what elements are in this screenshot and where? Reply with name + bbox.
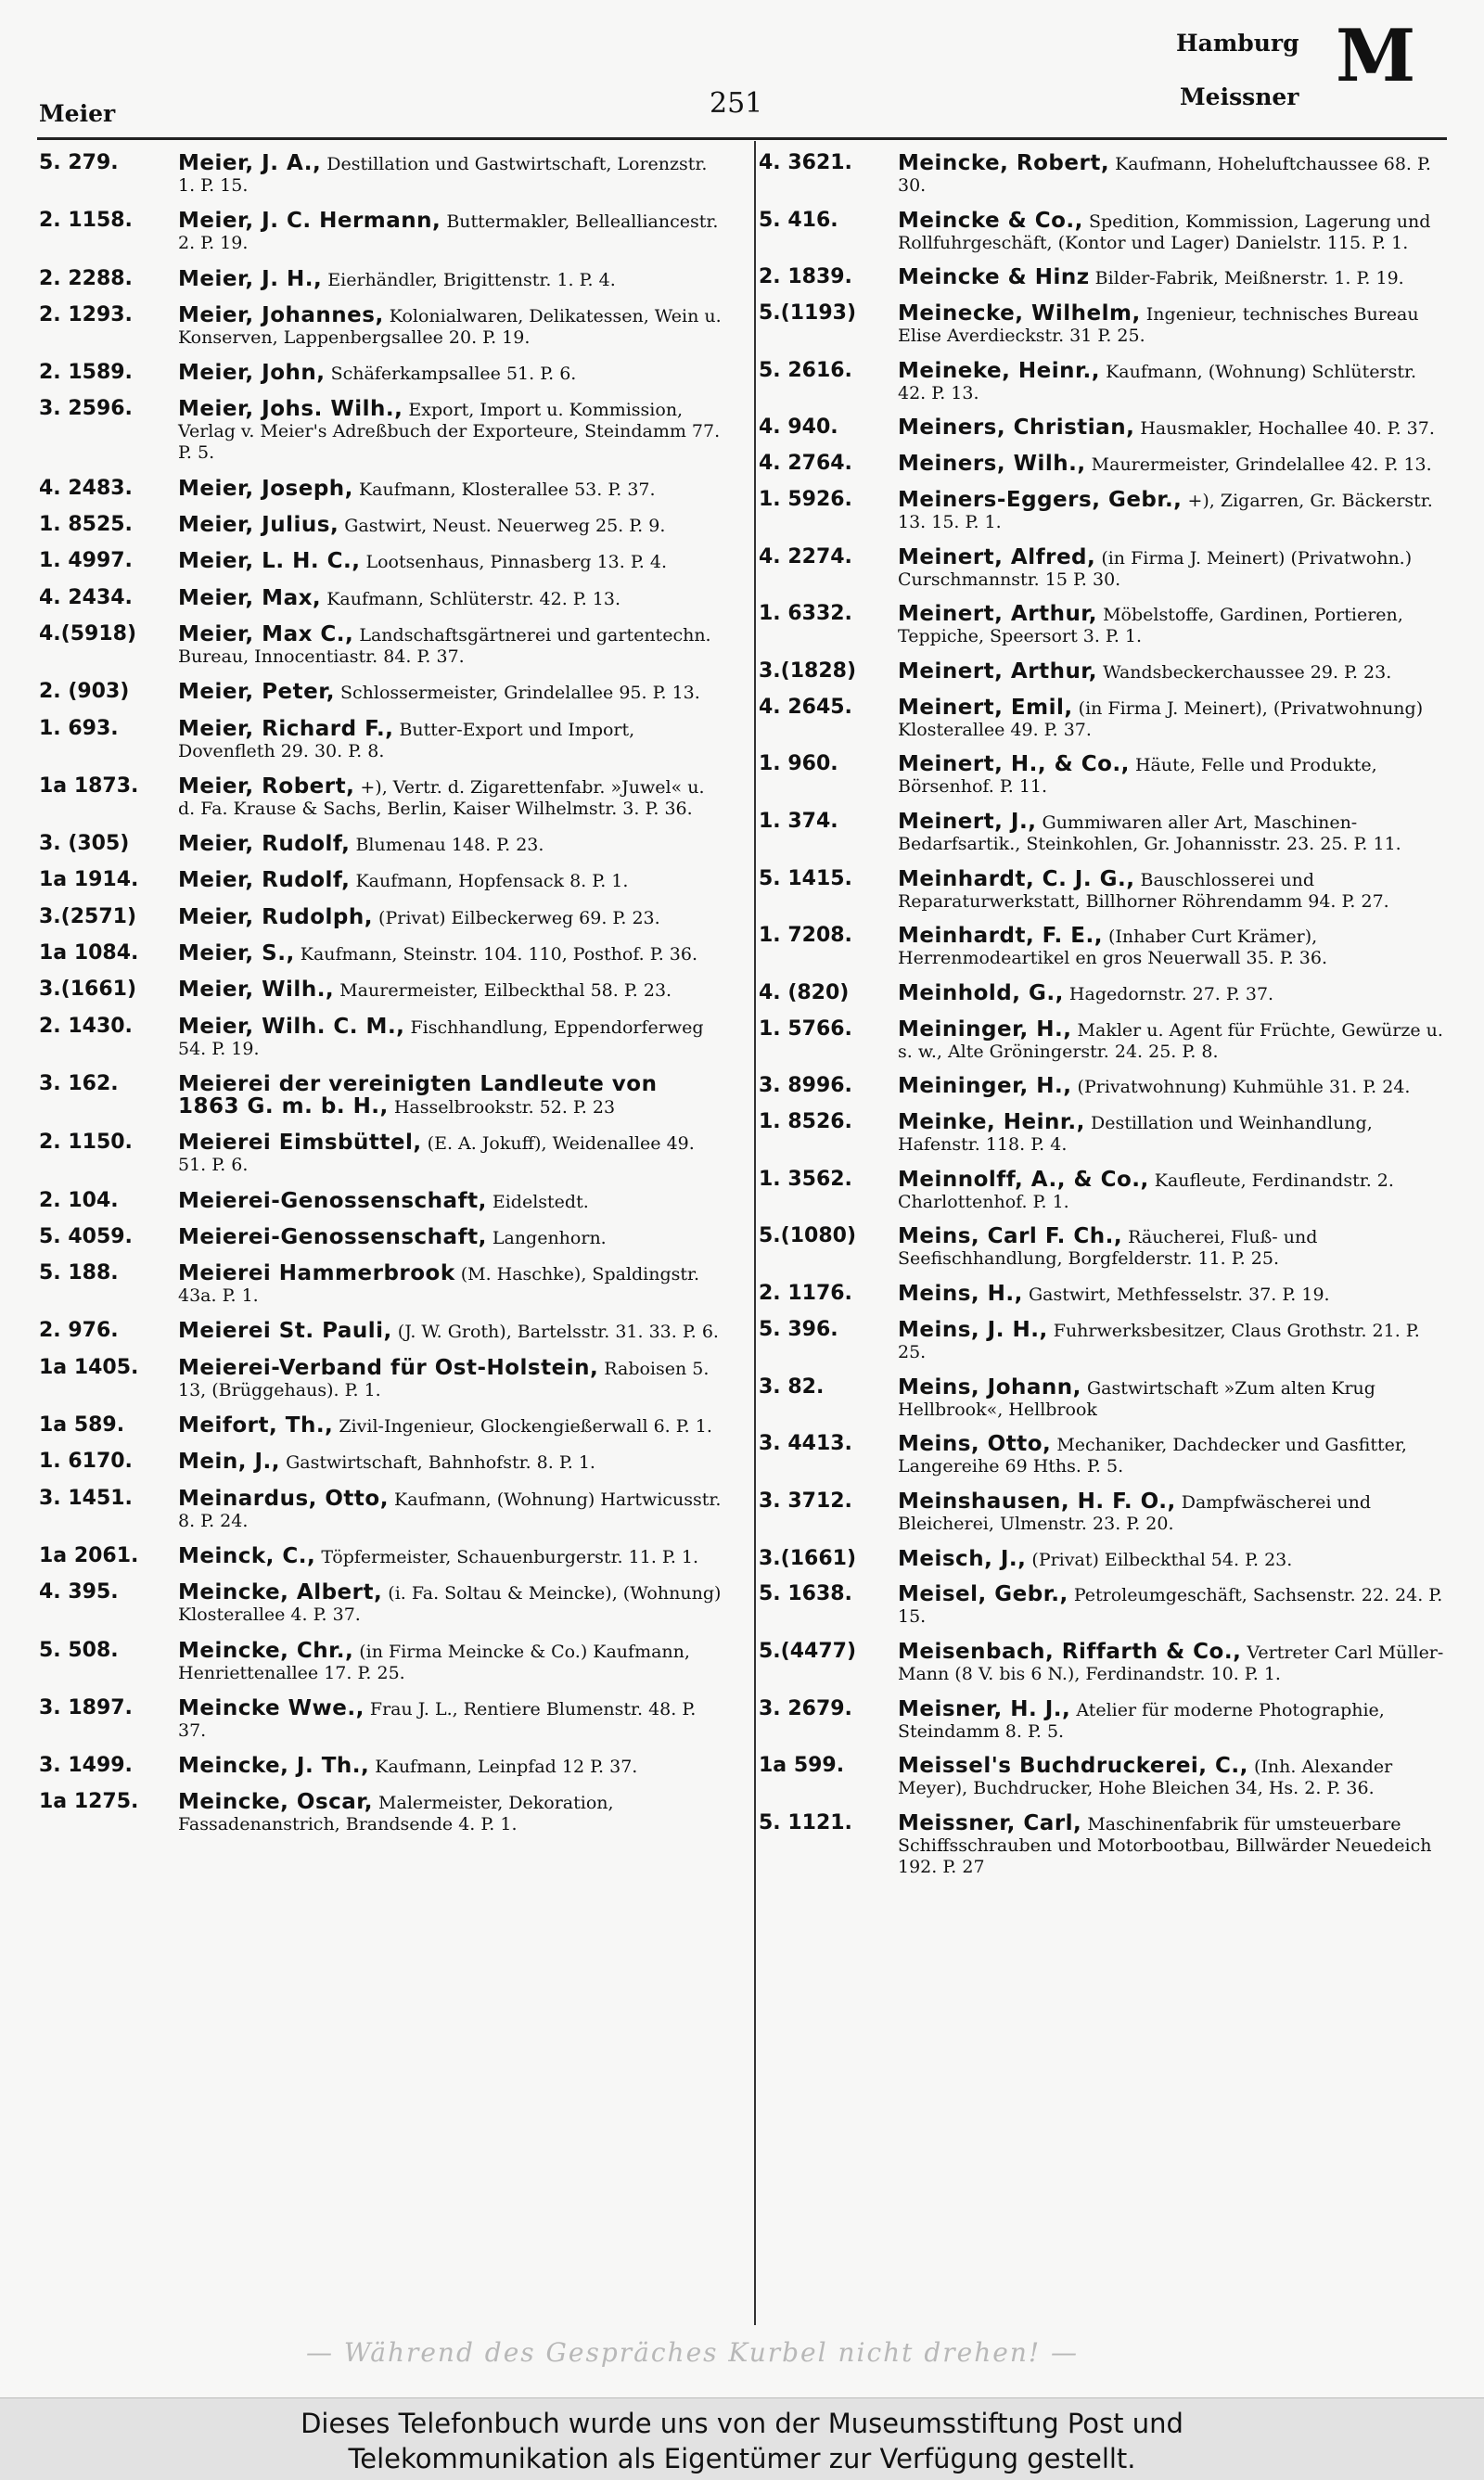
subscriber-details: Kaufmann, Schlüterstr. 42. P. 13. <box>326 588 621 609</box>
subscriber-name: Meier, Max C., <box>178 621 354 646</box>
subscriber-name: Meincke, Albert, <box>178 1580 383 1605</box>
directory-entry <box>39 153 725 197</box>
phone-number: 5. 1121. <box>759 1811 852 1834</box>
right-column <box>759 153 1445 1892</box>
phone-number: 3.(1661) <box>759 1546 857 1570</box>
subscriber-details: Kaufleute, Ferdinandstr. 2. Charlottenhof. P. 1. <box>898 1170 1394 1212</box>
subscriber-name: Meininger, H., <box>898 1016 1072 1042</box>
subscriber-name: Meiners, Wilh., <box>898 452 1086 477</box>
phone-number: 4.(5918) <box>39 621 137 646</box>
subscriber-details: Raboisen 5. 13, (Brüggehaus). P. 1. <box>178 1358 710 1400</box>
phone-number: 3. 82. <box>759 1374 825 1399</box>
phone-number: 3. 2679. <box>759 1696 852 1720</box>
subscriber-details: Schäferkampsallee 51. P. 6. <box>330 364 577 385</box>
phone-number: 3. 2596. <box>39 397 133 421</box>
directory-entry <box>759 153 1445 197</box>
subscriber-name: Meinert, J., <box>898 809 1037 834</box>
phone-number: 2. 1158. <box>39 209 133 233</box>
subscriber-name: Meinert, Emil, <box>898 695 1073 720</box>
subscriber-name: Meier, Max, <box>178 585 322 610</box>
phone-number: 4. 2274. <box>759 544 852 569</box>
subscriber-details: Kaufmann, Hoheluftchaussee 68. P. 30. <box>898 154 1431 196</box>
directory-entry <box>759 358 1445 404</box>
subscriber-name: Meier, L. H. C., <box>178 549 361 574</box>
subscriber-details: (in Firma Meincke & Co.) Kaufmann, Henriettenallee 17. P. 25. <box>178 1641 690 1683</box>
phone-number: 2. 2288. <box>39 266 133 290</box>
directory-entry <box>759 303 1445 347</box>
directory-entry <box>759 454 1445 476</box>
subscriber-details: (M. Haschke), Spaldingstr. 43a. P. 1. <box>178 1264 700 1307</box>
subscriber-details: Maurermeister, Grindelallee 42. P. 13. <box>1091 454 1432 476</box>
directory-entry <box>39 1543 725 1568</box>
subscriber-name: Meineke, Heinr., <box>898 358 1101 383</box>
subscriber-details: Lootsenhaus, Pinnasberg 13. P. 4. <box>365 552 667 573</box>
phone-number: 1a 1405. <box>39 1355 139 1379</box>
directory-entry <box>39 1071 725 1119</box>
subscriber-details: Bauschlosserei und Reparaturwerkstatt, Billhorner Röhrendamm 94. P. 27. <box>898 869 1389 912</box>
subscriber-name: Meisch, J., <box>898 1546 1027 1571</box>
subscriber-details: Gastwirtschaft »Zum alten Krug Hellbrook«, Hellbrook <box>898 1377 1375 1420</box>
subscriber-name: Meincke Wwe., <box>178 1695 365 1720</box>
phone-number: 3. 4413. <box>759 1432 852 1456</box>
directory-entry <box>759 1546 1445 1571</box>
phone-number: 3. 1451. <box>39 1486 133 1510</box>
subscriber-name: Meins, Johann, <box>898 1374 1081 1400</box>
subscriber-details: (Inhaber Curt Krämer), Herrenmodeartikel en gros Neuerwall 35. P. 36. <box>898 927 1328 969</box>
directory-entry <box>39 1224 725 1249</box>
subscriber-name: Meinert, H., & Co., <box>898 752 1130 777</box>
directory-entry <box>39 585 725 610</box>
subscriber-details: Zivil-Ingenieur, Glockengießerwall 6. P. 1. <box>339 1416 712 1438</box>
subscriber-name: Meier, Joseph, <box>178 476 353 501</box>
subscriber-name: Meier, J. A., <box>178 151 322 175</box>
phone-number: 1a 2061. <box>39 1543 139 1567</box>
directory-entry <box>759 1284 1445 1306</box>
phone-number: 3. 1499. <box>39 1754 133 1778</box>
subscriber-details: Hagedornstr. 27. P. 37. <box>1068 984 1274 1004</box>
directory-entry <box>39 1451 725 1474</box>
subscriber-details: Wandsbeckerchaussee 29. P. 23. <box>1103 661 1392 683</box>
subscriber-name: Meierei der vereinigten Landleute von 1863 G. m. b. H., <box>178 1071 658 1119</box>
subscriber-name: Meinhardt, C. J. G., <box>898 866 1135 891</box>
phone-number: 1a 599. <box>759 1754 845 1778</box>
directory-entry <box>759 208 1445 254</box>
subscriber-name: Meincke & Hinz <box>898 265 1090 290</box>
directory-entry <box>759 267 1445 289</box>
subscriber-name: Meinert, Arthur, <box>898 658 1098 684</box>
directory-entry <box>39 515 725 537</box>
subscriber-name: Meinhardt, F. E., <box>898 924 1103 949</box>
directory-entry <box>39 773 725 820</box>
section-letter: M <box>1336 14 1416 98</box>
subscriber-name: Meincke, J. Th., <box>178 1754 370 1779</box>
phone-number: 3.(2571) <box>39 904 137 928</box>
directory-entry <box>39 1263 725 1307</box>
subscriber-details: Gastwirtschaft, Bahnhofstr. 8. P. 1. <box>286 1452 595 1474</box>
subscriber-details: (in Firma J. Meinert), (Privatwohnung) Klosterallee 49. P. 37. <box>898 697 1424 740</box>
subscriber-details: Kaufmann, Klosterallee 53. P. 37. <box>358 479 656 500</box>
phone-number: 1. 5926. <box>759 487 852 511</box>
subscriber-name: Meincke & Co., <box>898 208 1083 233</box>
directory-entry <box>759 754 1445 798</box>
subscriber-details: Kaufmann, Leinpfad 12 P. 37. <box>375 1757 638 1778</box>
header-left-keyword: Meier <box>39 100 116 127</box>
subscriber-name: Meiners-Eggers, Gebr., <box>898 487 1183 512</box>
directory-entry <box>39 621 725 668</box>
phone-number: 5. 279. <box>39 151 119 174</box>
subscriber-name: Meierei Eimsbüttel, <box>178 1131 422 1156</box>
phone-number: 1. 4997. <box>39 549 133 573</box>
phone-number: 1. 374. <box>759 809 838 833</box>
subscriber-details: +), Zigarren, Gr. Bäckerstr. 13. 15. P. 1. <box>898 490 1433 532</box>
directory-entry <box>759 658 1445 684</box>
directory-entry <box>39 1132 725 1176</box>
directory-entry <box>759 1076 1445 1098</box>
directory-entry <box>759 1434 1445 1477</box>
subscriber-details: +), Vertr. d. Zigarettenfabr. »Juwel« u. d. Fa. Krause & Sachs, Berlin, Kaiser Wilhelmstr. 3. P. 36. <box>178 776 705 819</box>
subscriber-name: Meinecke, Wilhelm, <box>898 301 1141 326</box>
subscriber-details: Häute, Felle und Produkte, Börsenhof. P. 11. <box>898 755 1377 798</box>
subscriber-details: (in Firma J. Meinert) (Privatwohn.) Curschmannstr. 15 P. 30. <box>898 547 1413 590</box>
phone-number: 1. 5766. <box>759 1016 852 1041</box>
phone-number: 2. 104. <box>39 1188 119 1212</box>
subscriber-name: Meier, Robert, <box>178 773 355 799</box>
directory-entry <box>39 1582 725 1626</box>
phone-number: 2. 1176. <box>759 1282 852 1306</box>
directory-entry <box>39 682 725 704</box>
phone-number: 2. 1589. <box>39 361 133 385</box>
subscriber-details: Langenhorn. <box>492 1227 607 1248</box>
subscriber-name: Meier, Julius, <box>178 513 339 538</box>
directory-entry <box>39 476 725 501</box>
subscriber-name: Meier, Wilh. C. M., <box>178 1014 405 1039</box>
subscriber-name: Meierei-Verband für Ost-Holstein, <box>178 1355 599 1380</box>
subscriber-name: Meinke, Heinr., <box>898 1110 1085 1135</box>
subscriber-details: Blumenau 148. P. 23. <box>355 835 544 856</box>
phone-number: 1a 589. <box>39 1413 125 1438</box>
subscriber-details: (Privatwohnung) Kuhmühle 31. P. 24. <box>1077 1077 1411 1098</box>
subscriber-details: Gummiwaren aller Art, Maschinen-Bedarfsartik., Steinkohlen, Gr. Johannisstr. 23. 25. P. 11. <box>898 812 1401 854</box>
subscriber-details: (Privat) Eilbeckthal 54. P. 23. <box>1031 1549 1293 1570</box>
directory-entry <box>39 716 725 762</box>
subscriber-details: Vertreter Carl Müller-Mann (8 V. bis 6 N.), Ferdinandstr. 10. P. 1. <box>898 1642 1444 1684</box>
phone-number: 1a 1873. <box>39 773 139 798</box>
subscriber-name: Meininger, H., <box>898 1074 1072 1099</box>
subscriber-name: Meier, Peter, <box>178 680 335 705</box>
directory-entry <box>759 1317 1445 1363</box>
subscriber-name: Meins, H., <box>898 1282 1023 1307</box>
phone-number: 4. 940. <box>759 415 838 440</box>
phone-number: 1. 8526. <box>759 1110 852 1134</box>
phone-number: 2. (903) <box>39 680 130 704</box>
directory-entry <box>759 866 1445 913</box>
subscriber-name: Meierei-Genossenschaft, <box>178 1224 487 1249</box>
subscriber-details: (Privat) Eilbeckerweg 69. P. 23. <box>378 907 660 928</box>
directory-entry <box>39 834 725 856</box>
phone-number: 1. 7208. <box>759 924 852 948</box>
subscriber-details: Kaufmann, (Wohnung) Hartwicusstr. 8. P. 24. <box>178 1489 722 1531</box>
subscriber-details: Landschaftsgärtnerei und gartentechn. Bureau, Innocentiastr. 84. P. 37. <box>178 624 711 667</box>
subscriber-details: (i. Fa. Soltau & Meincke), (Wohnung) Klosterallee 4. P. 37. <box>178 1583 722 1626</box>
phone-number: 5. 188. <box>39 1261 119 1285</box>
subscriber-details: Kolonialwaren, Delikatessen, Wein u. Konserven, Lappenbergsallee 20. P. 19. <box>178 305 722 348</box>
subscriber-name: Meiners, Christian, <box>898 415 1135 441</box>
subscriber-name: Meisner, H. J., <box>898 1696 1071 1721</box>
phone-number: 1. 6170. <box>39 1450 133 1474</box>
attribution-banner <box>0 2397 1484 2480</box>
directory-entry <box>39 1695 725 1742</box>
subscriber-name: Meier, Rudolf, <box>178 832 351 857</box>
subscriber-details: Butter-Export und Import, Dovenfleth 29. 30. P. 8. <box>178 719 635 761</box>
directory-entry <box>759 1016 1445 1063</box>
phone-number: 3. 1897. <box>39 1695 133 1719</box>
subscriber-name: Meisel, Gebr., <box>898 1582 1068 1607</box>
subscriber-details: Kaufmann, Hopfensack 8. P. 1. <box>355 871 629 892</box>
subscriber-name: Meincke, Robert, <box>898 151 1110 175</box>
phone-number: 3.(1828) <box>759 658 857 683</box>
subscriber-name: Meifort, Th., <box>178 1413 334 1438</box>
phone-number: 5. 416. <box>759 208 838 232</box>
directory-entry <box>759 1374 1445 1421</box>
phone-number: 4. 395. <box>39 1580 119 1604</box>
subscriber-details: Petroleumgeschäft, Sachsenstr. 22. 24. P. 15. <box>898 1585 1443 1628</box>
subscriber-details: Bilder-Fabrik, Meißnerstr. 1. P. 19. <box>1094 268 1404 289</box>
subscriber-details: Kaufmann, Steinstr. 104. 110, Posthof. P. 36. <box>300 944 697 965</box>
phone-number: 4. 2764. <box>759 452 852 476</box>
directory-entry <box>759 1584 1445 1628</box>
phone-number: 4. (820) <box>759 981 850 1004</box>
header-city: Hamburg <box>1176 30 1299 57</box>
phone-number: 2. 976. <box>39 1319 119 1343</box>
phone-number: 1. 3562. <box>759 1167 852 1191</box>
phone-number: 5. 2616. <box>759 358 852 382</box>
subscriber-name: Meinert, Arthur, <box>898 602 1098 627</box>
phone-number: 4. 2645. <box>759 695 852 719</box>
directory-entry <box>39 943 725 965</box>
subscriber-name: Meier, S., <box>178 941 295 966</box>
subscriber-name: Meier, Rudolf, <box>178 868 351 893</box>
directory-entry <box>759 1112 1445 1156</box>
phone-number: 1a 1914. <box>39 868 139 892</box>
phone-number: 1a 1275. <box>39 1790 139 1814</box>
subscriber-details: Hasselbrookstr. 52. P. 23 <box>393 1096 616 1118</box>
directory-entry <box>759 926 1445 969</box>
directory-entry <box>759 487 1445 533</box>
phone-number: 4. 3621. <box>759 151 852 174</box>
subscriber-name: Meier, Richard F., <box>178 716 394 741</box>
directory-entry <box>39 302 725 349</box>
subscriber-name: Meissel's Buchdruckerei, C., <box>898 1754 1248 1779</box>
directory-entry <box>39 1016 725 1060</box>
directory-entry <box>39 979 725 1002</box>
phone-number: 3. 8996. <box>759 1074 852 1098</box>
phone-number: 2. 1293. <box>39 302 133 326</box>
directory-entry <box>39 551 725 573</box>
subscriber-details: Export, Import u. Kommission, Verlag v. Meier's Adreßbuch der Exporteure, Steindamm 77. P. 5. <box>178 400 721 464</box>
phone-number: 5. 508. <box>39 1638 119 1662</box>
subscriber-name: Meisenbach, Riffarth & Co., <box>898 1639 1242 1664</box>
directory-entry <box>759 1491 1445 1535</box>
directory-entry <box>39 266 725 291</box>
phone-number: 2. 1150. <box>39 1131 133 1155</box>
subscriber-details: Kaufmann, (Wohnung) Schlüterstr. 42. P. 13. <box>898 361 1416 403</box>
directory-entry <box>759 1226 1445 1270</box>
subscriber-details: Dampfwäscherei und Bleicherei, Ulmenstr. 23. P. 20. <box>898 1491 1372 1534</box>
subscriber-name: Mein, J., <box>178 1450 281 1475</box>
directory-entry <box>39 363 725 385</box>
subscriber-name: Meinardus, Otto, <box>178 1486 389 1511</box>
subscriber-name: Meins, J. H., <box>898 1317 1048 1342</box>
directory-entry <box>39 211 725 254</box>
subscriber-details: Eierhändler, Brigittenstr. 1. P. 4. <box>327 269 616 290</box>
phone-number: 2. 1430. <box>39 1014 133 1038</box>
subscriber-details: (E. A. Jokuff), Weidenallee 49. 51. P. 6. <box>178 1133 695 1176</box>
subscriber-name: Meinshausen, H. F. O., <box>898 1489 1176 1514</box>
phone-number: 3. 3712. <box>759 1489 852 1513</box>
subscriber-details: Schlossermeister, Grindelallee 95. P. 13. <box>339 683 700 704</box>
subscriber-details: Töpfermeister, Schauenburgerstr. 11. P. 1. <box>321 1546 699 1567</box>
phone-number: 1. 6332. <box>759 602 852 626</box>
directory-entry <box>759 417 1445 440</box>
left-column <box>39 153 725 1850</box>
phone-number: 3. 162. <box>39 1071 119 1095</box>
subscriber-name: Meierei Hammerbrook <box>178 1261 455 1286</box>
subscriber-details: Räucherei, Fluß- und Seefischhandlung, Borgfelderstr. 11. P. 25. <box>898 1227 1318 1270</box>
phone-number: 3.(1661) <box>39 978 137 1002</box>
directory-entry <box>759 1813 1445 1878</box>
directory-entry <box>39 1792 725 1835</box>
directory-entry <box>39 399 725 464</box>
directory-entry <box>39 870 725 892</box>
phone-number: 5.(4477) <box>759 1639 857 1663</box>
phone-number: 5. 396. <box>759 1317 838 1341</box>
phone-number: 2. 1839. <box>759 265 852 289</box>
subscriber-details: Malermeister, Dekoration, Fassadenanstrich, Brandsende 4. P. 1. <box>178 1793 614 1835</box>
directory-entry <box>39 1188 725 1213</box>
subscriber-name: Meier, J. H., <box>178 266 323 291</box>
directory-entry <box>39 1321 725 1343</box>
directory-entry <box>39 904 725 929</box>
subscriber-name: Meinert, Alfred, <box>898 544 1096 569</box>
subscriber-details: Makler u. Agent für Früchte, Gewürze u. s. w., Alte Gröningerstr. 24. 25. P. 8. <box>898 1019 1443 1062</box>
subscriber-name: Meier, Johs. Wilh., <box>178 397 403 422</box>
subscriber-details: Mechaniker, Dachdecker und Gasfitter, Langereihe 69 Hths. P. 5. <box>898 1435 1407 1477</box>
subscriber-details: Spedition, Kommission, Lagerung und Rollfuhrgeschäft, (Kontor und Lager) Danielstr. 115. P. 1. <box>898 211 1431 253</box>
subscriber-name: Meinnolff, A., & Co., <box>898 1167 1149 1192</box>
phone-number: 5. 1638. <box>759 1582 852 1606</box>
phone-number: 5. 4059. <box>39 1224 133 1248</box>
subscriber-name: Meins, Carl F. Ch., <box>898 1224 1123 1249</box>
page-number: 251 <box>710 87 763 120</box>
phone-number: 1a 1084. <box>39 941 139 965</box>
subscriber-details: (J. W. Groth), Bartelsstr. 31. 33. P. 6. <box>397 1322 719 1343</box>
subscriber-details: Hausmakler, Hochallee 40. P. 37. <box>1140 418 1435 440</box>
attribution-text: Dieses Telefonbuch wurde uns von der Museumsstiftung Post und Telekommunikation als Eigentümer zur Verfügung gestellt. <box>301 2408 1183 2474</box>
phone-number: 3. (305) <box>39 832 130 856</box>
directory-entry <box>759 1167 1445 1213</box>
footer-notice: — Während des Gespräches Kurbel nicht drehen! — <box>306 2337 1080 2368</box>
directory-entry <box>759 1696 1445 1743</box>
subscriber-details: Buttermakler, Bellealliancestr. 2. P. 19. <box>178 211 719 254</box>
subscriber-name: Meier, John, <box>178 361 326 386</box>
subscriber-details: Fischhandlung, Eppendorferweg 54. P. 19. <box>178 1016 704 1059</box>
subscriber-details: Eidelstedt. <box>492 1191 589 1212</box>
subscriber-details: Atelier für moderne Photographie, Steindamm 8. P. 5. <box>898 1699 1385 1742</box>
phone-number: 4. 2434. <box>39 585 133 609</box>
directory-entry <box>759 604 1445 647</box>
subscriber-details: Ingenieur, technisches Bureau Elise Averdieckstr. 31 P. 25. <box>898 304 1419 347</box>
subscriber-name: Meincke, Chr., <box>178 1638 354 1663</box>
subscriber-name: Meinhold, G., <box>898 981 1064 1005</box>
header-right-keyword: Meissner <box>1180 83 1299 110</box>
phone-number: 4. 2483. <box>39 476 133 500</box>
subscriber-name: Meincke, Oscar, <box>178 1790 373 1815</box>
phone-number: 5.(1193) <box>759 301 857 326</box>
directory-entry <box>759 544 1445 591</box>
directory-entry <box>759 1639 1445 1685</box>
directory-entry <box>759 809 1445 855</box>
directory-entry <box>759 1756 1445 1799</box>
subscriber-name: Meier, Wilh., <box>178 978 335 1003</box>
subscriber-details: Frau J. L., Rentiere Blumenstr. 48. P. 37. <box>178 1698 697 1741</box>
directory-entry <box>759 697 1445 741</box>
subscriber-details: (Inh. Alexander Meyer), Buchdrucker, Hohe Bleichen 34, Hs. 2. P. 36. <box>898 1757 1393 1799</box>
subscriber-details: Maurermeister, Eilbeckthal 58. P. 23. <box>339 980 672 1002</box>
subscriber-details: Destillation und Gastwirtschaft, Lorenzstr. 1. P. 15. <box>178 154 708 196</box>
subscriber-details: Destillation und Weinhandlung, Hafenstr. 118. P. 4. <box>898 1113 1373 1156</box>
subscriber-details: Gastwirt, Methfesselstr. 37. P. 19. <box>1028 1285 1330 1306</box>
subscriber-name: Meier, Johannes, <box>178 302 384 327</box>
directory-entry <box>759 983 1445 1005</box>
directory-entry <box>39 1486 725 1532</box>
directory-entry <box>39 1756 725 1778</box>
subscriber-name: Meier, Rudolph, <box>178 904 373 929</box>
phone-number: 5. 1415. <box>759 866 852 890</box>
directory-entry <box>39 1415 725 1438</box>
subscriber-details: Gastwirt, Neust. Neuerweg 25. P. 9. <box>344 516 666 537</box>
phone-number: 1. 693. <box>39 716 119 740</box>
subscriber-name: Meier, J. C. Hermann, <box>178 209 441 234</box>
subscriber-name: Meissner, Carl, <box>898 1811 1082 1835</box>
subscriber-details: Maschinenfabrik für umsteuerbare Schiffsschrauben und Motorbootbau, Billwärder Neuedeich 192. P. 27 <box>898 1814 1432 1877</box>
directory-entry <box>39 1355 725 1401</box>
subscriber-name: Meinck, C., <box>178 1543 316 1568</box>
phone-number: 5.(1080) <box>759 1224 857 1248</box>
directory-entry <box>39 1638 725 1684</box>
subscriber-name: Meierei St. Pauli, <box>178 1319 392 1344</box>
subscriber-name: Meierei-Genossenschaft, <box>178 1188 487 1213</box>
subscriber-details: Möbelstoffe, Gardinen, Portieren, Teppiche, Speersort 3. P. 1. <box>898 605 1403 647</box>
phone-number: 1. 8525. <box>39 513 133 537</box>
header-rule <box>37 137 1447 140</box>
column-divider <box>754 141 756 2325</box>
subscriber-name: Meins, Otto, <box>898 1432 1052 1457</box>
subscriber-details: Fuhrwerksbesitzer, Claus Grothstr. 21. P. 25. <box>898 1320 1420 1362</box>
phone-number: 1. 960. <box>759 752 838 776</box>
